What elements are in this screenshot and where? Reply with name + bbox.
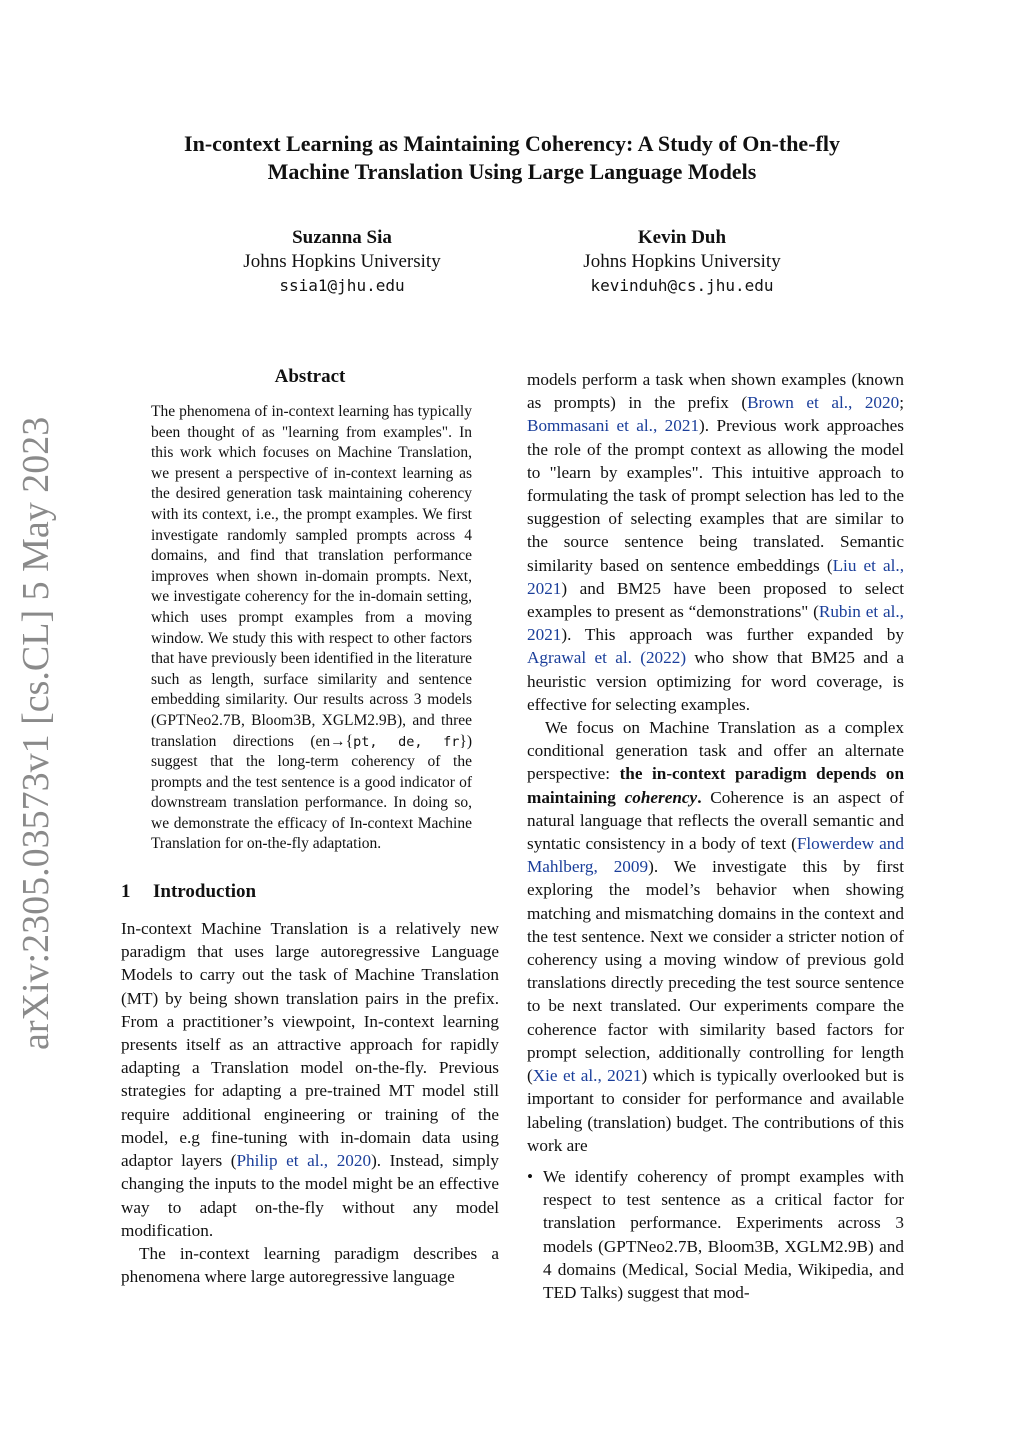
bullet-icon: •	[527, 1166, 534, 1186]
text-span: who show that BM25 and a heuristic version optimizing for word coverage, is effective for selecting examples.	[527, 648, 904, 714]
text-span: models perform a task when shown examples (known as prompts) in the prefix (	[527, 370, 904, 413]
citation-link[interactable]: Liu et al., 2021	[527, 555, 904, 598]
citation-link[interactable]: Rubin et al., 2021	[527, 602, 904, 645]
author-name: Suzanna Sia	[292, 227, 392, 248]
author-email: ssia1@jhu.edu	[279, 276, 405, 295]
text-span: ). Previous work approaches the role of the prompt context as allowing the model to "learn by examples". This intuitive approach to formulating the task of prompt selection has led to the suggestion of selecting examples that are similar to the source sentence being translated. Semantic similarity based on sentence embeddings (	[527, 416, 904, 575]
paper-title-line1: In-context Learning as Maintaining Coherency: A Study of On-the-fly	[184, 131, 840, 156]
arxiv-stamp: arXiv:2305.03573v1 [cs.CL] 5 May 2023	[15, 416, 57, 1050]
right-column	[527, 368, 904, 1304]
section-title: Introduction	[153, 881, 257, 903]
author-affiliation: Johns Hopkins University	[583, 251, 781, 272]
language-codes: pt, de, fr	[353, 733, 460, 750]
text-span: ;	[899, 393, 904, 413]
text-span: ) which is typically overlooked but is important to consider for performance and available labeling (translation) budget. The contributions of this work are	[527, 1066, 905, 1155]
author-affiliation: Johns Hopkins University	[243, 251, 441, 272]
text-span: ) and BM25 have been proposed to select examples to present as “demonstrations" (	[527, 578, 904, 622]
list-item	[527, 1165, 904, 1304]
paper-title	[100, 130, 924, 186]
right-paragraph-2	[527, 716, 904, 1157]
citation-link[interactable]: Agrawal et al. (2022)	[527, 648, 687, 668]
section-heading-introduction	[121, 881, 499, 903]
list-item-text: We identify coherency of prompt examples with respect to test sentence as a critical factor for translation performance. Experiments across 3 models (GPTNeo2.7B, Bloom3B, XGLM2.9B) and 4 domains (Medical, Social Media, Wikipedia, and TED Talks) suggest that mod-	[543, 1166, 904, 1302]
left-column	[121, 366, 499, 1288]
author-block-2	[532, 226, 832, 298]
emphasis-text: the in-context paradigm depends on maintaining	[527, 764, 904, 807]
author-name: Kevin Duh	[637, 227, 727, 248]
citation-link[interactable]: Bommasani et al., 2021	[527, 416, 700, 436]
author-block-1	[192, 226, 492, 298]
text-span: ). Instead, simply changing the inputs to the model might be an effective way to adapt on-the-fly without any model modification.	[121, 1151, 499, 1240]
text-span: ). This approach was further expanded by	[561, 625, 904, 645]
author-email: kevinduh@cs.jhu.edu	[590, 276, 774, 295]
citation-link[interactable]: Flowerdew and Mahlberg, 2009	[527, 834, 904, 877]
text-span: Coherence is an aspect of natural language that reflects the overall semantic and syntatic consistency in a body of text (	[527, 787, 904, 854]
citation-link[interactable]: Philip et al., 2020	[236, 1151, 372, 1171]
text-span: ). We investigate this by first exploring the model’s behavior when showing matching and mismatching domains in the context and the test sentence. Next we consider a stricter notion of coherency using a moving window of previous gold translations directly preceding the test source sentence to be next translated. Our experiments compare the coherence factor with similarity based factors for prompt selection, additionally controlling for length (	[527, 857, 904, 1086]
intro-paragraph-1	[121, 917, 499, 1242]
abstract-heading: Abstract	[274, 366, 346, 387]
right-paragraph-1	[527, 368, 904, 716]
abstract-text-part: The phenomena of in-context learning has typically been thought of as "learning from examples". In this work which focuses on Machine Translation, we present a perspective of in-context learning as the desired generation task maintaining coherency with its context, i.e., the prompt examples. We first investigate randomly sampled prompts across 4 domains, and find that translation performance improves when shown in-domain prompts. Next, we investigate coherency for the in-domain setting, which uses prompt examples from a moving window. We study this with respect to other factors that have previously been identified in the literature such as length, surface similarity and sentence embedding similarity. Our results across 3 models (GPTNeo2.7B, Bloom3B, XGLM2.9B), and three translation directions (en→{	[151, 403, 472, 750]
citation-link[interactable]: Brown et al., 2020	[747, 393, 900, 413]
paper-title-line2: Machine Translation Using Large Language Models	[267, 159, 757, 184]
text-span: In-context Machine Translation is a relatively new paradigm that uses large autoregressive Language Models to carry out the task of Machine Translation (MT) by being shown translation pairs in the prefix. From a practitioner’s viewpoint, In-context learning presents itself as an attractive approach for rapidly adapting a Translation model on-the-fly. Previous strategies for adapting a pre-trained MT model still require additional engineering or training of the model, e.g fine-tuning with in-domain data using adaptor layers (	[121, 919, 499, 1171]
citation-link[interactable]: Xie et al., 2021	[532, 1066, 642, 1086]
abstract-text	[151, 402, 472, 855]
contributions-list	[527, 1165, 904, 1304]
abstract-text-part: }) suggest that the long-term coherency of the prompts and the test sentence is a good indicator of downstream translation performance. In doing so, we demonstrate the efficacy of In-context Machine Translation for on-the-fly adaptation.	[151, 732, 472, 853]
emphasis-text: .	[697, 787, 702, 807]
section-number: 1	[121, 881, 131, 903]
intro-paragraph-2: The in-context learning paradigm describes a phenomena where large autoregressive language	[121, 1243, 499, 1287]
emphasis-text: coherency	[624, 787, 698, 807]
text-span: We focus on Machine Translation as a complex conditional generation task and offer an alternate perspective:	[527, 718, 904, 784]
